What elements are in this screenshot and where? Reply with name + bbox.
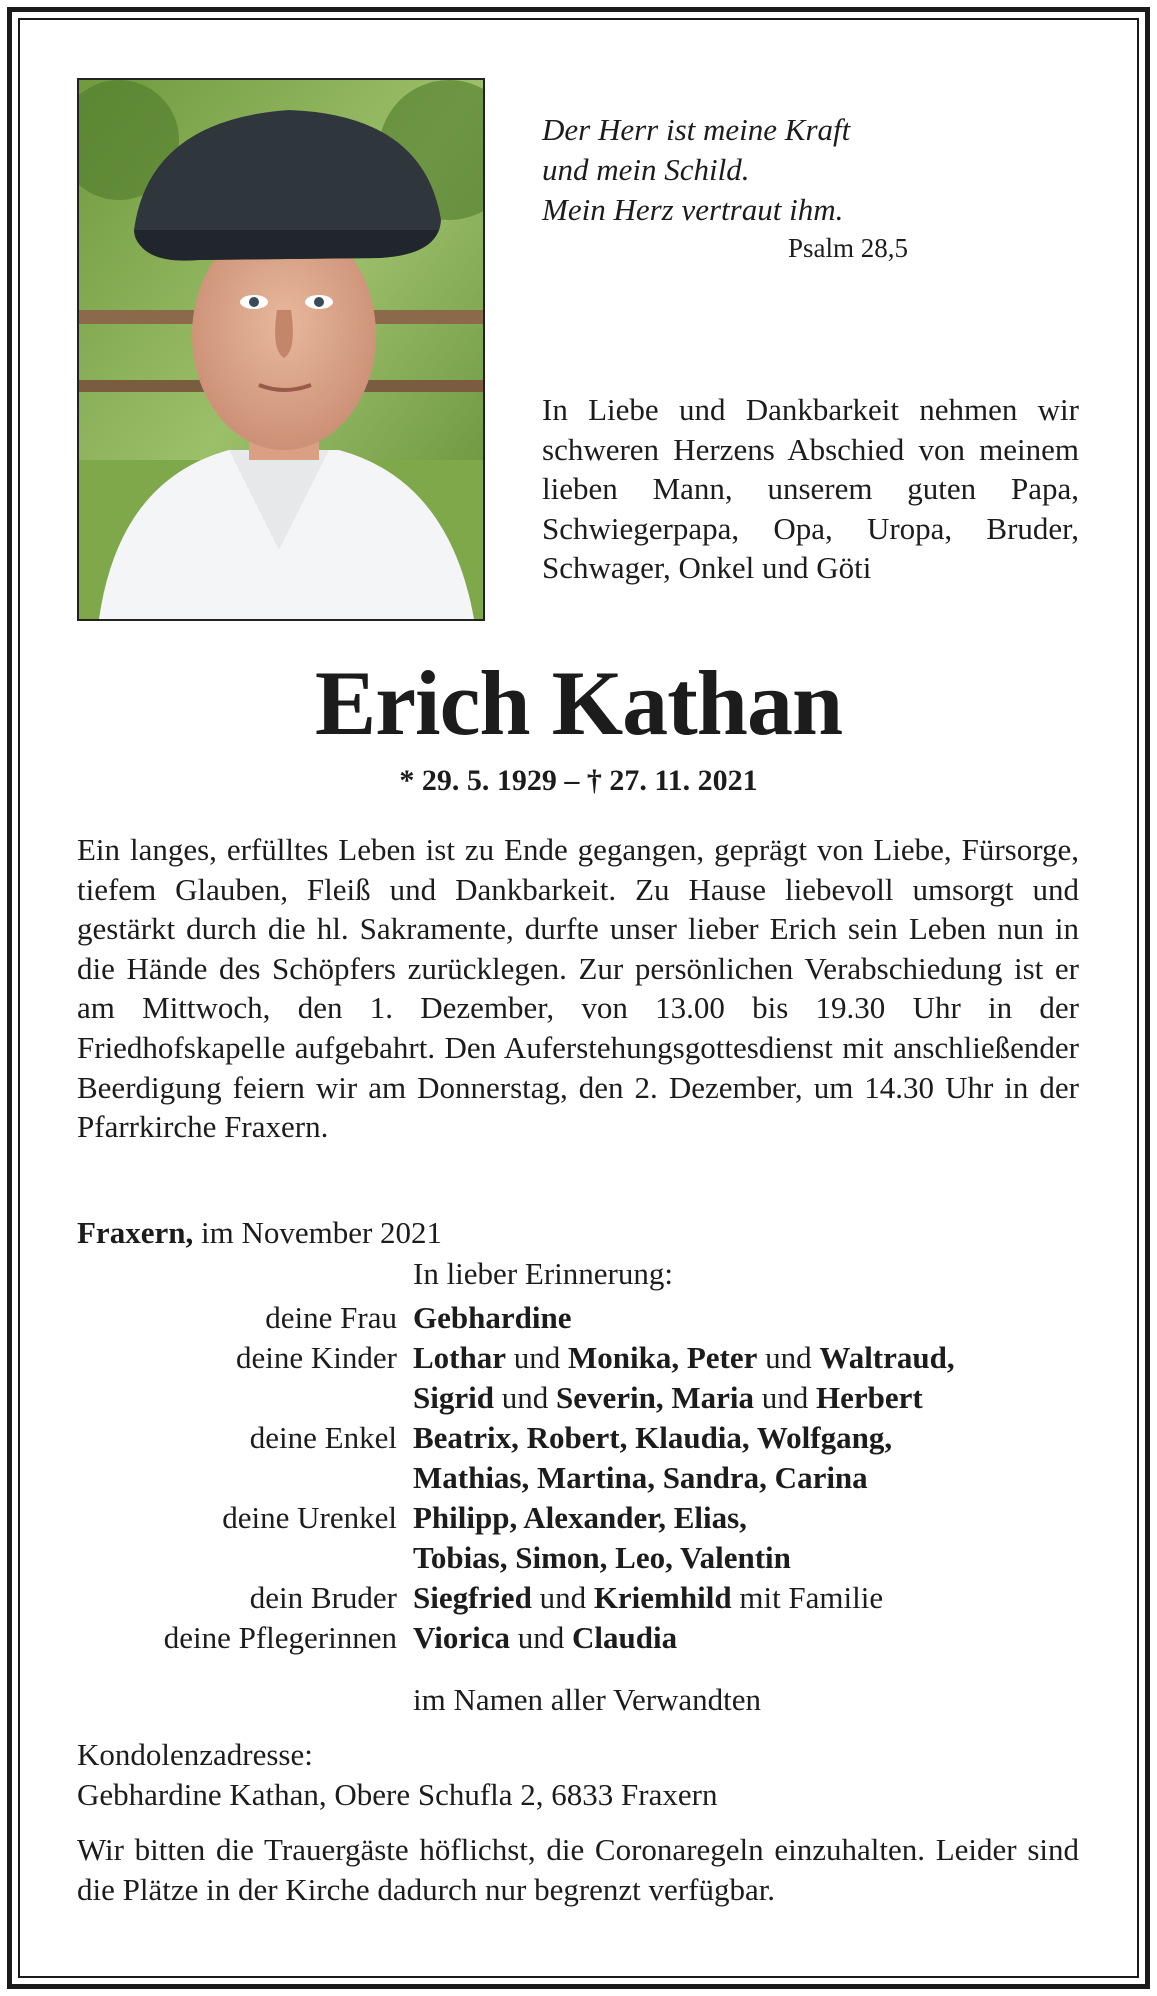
relative-name: Claudia xyxy=(571,1620,678,1655)
relative-role: deine Kinder xyxy=(236,1340,397,1375)
portrait-illustration xyxy=(79,80,483,619)
relative-names: Tobias, Simon, Leo, Valentin xyxy=(413,1540,791,1575)
life-dates: * 29. 5. 1929 – † 27. 11. 2021 xyxy=(399,764,758,797)
relative-name: Herbert xyxy=(815,1380,923,1415)
place-date xyxy=(77,1213,442,1253)
relative-role: dein Bruder xyxy=(249,1580,397,1615)
condolence-address xyxy=(77,1735,717,1815)
relative-role: deine Pflegerinnen xyxy=(163,1620,397,1655)
relative-role: deine Urenkel xyxy=(222,1500,397,1535)
relative-row-carers: deine Pflegerinnen Viorica und Claudia xyxy=(77,1618,1079,1658)
condolence-label: Kondolenzadresse: xyxy=(77,1737,313,1772)
relative-row-children-cont: Sigrid und Severin, Maria und Herbert xyxy=(413,1380,923,1415)
relatives-list xyxy=(77,1298,1079,1658)
bible-verse xyxy=(542,110,962,230)
relative-name: Kriemhild xyxy=(593,1580,732,1615)
memory-heading: In lieber Erinnerung: xyxy=(413,1256,673,1291)
obituary-body: Ein langes, erfülltes Leben ist zu Ende gegangen, geprägt von Liebe, Fürsorge, tiefem Glauben, Fleiß und Dankbarkeit. Zu Hause liebevoll umsorgt und gestärkt durch die hl. Sakramente, durfte unser lieber Erich sein Leben nun in die Hände des Schöpfers zurücklegen. Zur persönlichen Verabschiedung ist er am Mittwoch, den 1. Dezember, von 13.00 bis 19.30 Uhr in der Friedhofskapelle aufgebahrt. Den Auferstehungsgottesdienst mit anschließender Beerdigung feiern wir am Donnerstag, den 2. Dezember, um 14.30 Uhr in der Pfarrkirche Fraxern. xyxy=(77,832,1079,1145)
relative-role: deine Frau xyxy=(265,1300,397,1335)
verse-line: Mein Herz vertraut ihm. xyxy=(542,192,844,227)
verse-line: Der Herr ist meine Kraft xyxy=(542,112,851,147)
relative-name: Viorica xyxy=(413,1620,510,1655)
condolence-address-line: Gebhardine Kathan, Obere Schufla 2, 6833 Fraxern xyxy=(77,1777,718,1812)
relative-row-greatgrandchildren xyxy=(77,1498,1079,1538)
relative-row-children: deine Kinder Lothar und Monika, Peter und Waltraud, xyxy=(77,1338,1079,1378)
relative-name: Siegfried xyxy=(413,1580,532,1615)
place-town: Fraxern, xyxy=(77,1215,194,1250)
deceased-name: Erich Kathan xyxy=(314,652,843,754)
verse-reference: Psalm 28,5 xyxy=(787,233,908,263)
signoff: im Namen aller Verwandten xyxy=(413,1682,762,1717)
relative-names: Philipp, Alexander, Elias, xyxy=(413,1500,747,1535)
portrait-photo xyxy=(77,78,485,621)
place-date-text: im November 2021 xyxy=(193,1215,443,1250)
relative-name: Maria xyxy=(671,1380,754,1415)
relative-row-wife xyxy=(77,1298,1079,1338)
relative-row-greatgrandchildren-cont xyxy=(77,1538,1079,1578)
relative-name: Sigrid xyxy=(413,1380,494,1415)
intro-text: In Liebe und Dankbarkeit nehmen wir schweren Herzens Abschied von meinem lieben Mann, unserem guten Papa, Schwiegerpapa, Opa, Uropa, Bruder, Schwager, Onkel und Göti xyxy=(542,392,1079,585)
relative-name: Peter xyxy=(686,1340,758,1375)
relative-name: Gebhardine xyxy=(413,1300,572,1335)
relative-role: deine Enkel xyxy=(249,1420,397,1455)
relative-row-grandchildren-cont xyxy=(77,1458,1079,1498)
corona-notice: Wir bitten die Trauergäste höflichst, die Coronaregeln einzuhalten. Leider sind die Plätze in der Kirche dadurch nur begrenzt verfügbar. xyxy=(77,1832,1079,1907)
relative-name: Lothar xyxy=(413,1340,506,1375)
relative-names: Beatrix, Robert, Klaudia, Wolfgang, xyxy=(413,1420,893,1455)
relative-row-brother: dein Bruder Siegfried und Kriemhild mit Familie xyxy=(77,1578,1079,1618)
relative-names: Mathias, Martina, Sandra, Carina xyxy=(413,1460,868,1495)
relative-name: Waltraud xyxy=(819,1340,947,1375)
relative-row-grandchildren xyxy=(77,1418,1079,1458)
relative-name: Monika xyxy=(568,1340,672,1375)
relative-name: Severin xyxy=(555,1380,656,1415)
relative-suffix: mit Familie xyxy=(731,1580,884,1615)
verse-line: und mein Schild. xyxy=(542,152,750,187)
